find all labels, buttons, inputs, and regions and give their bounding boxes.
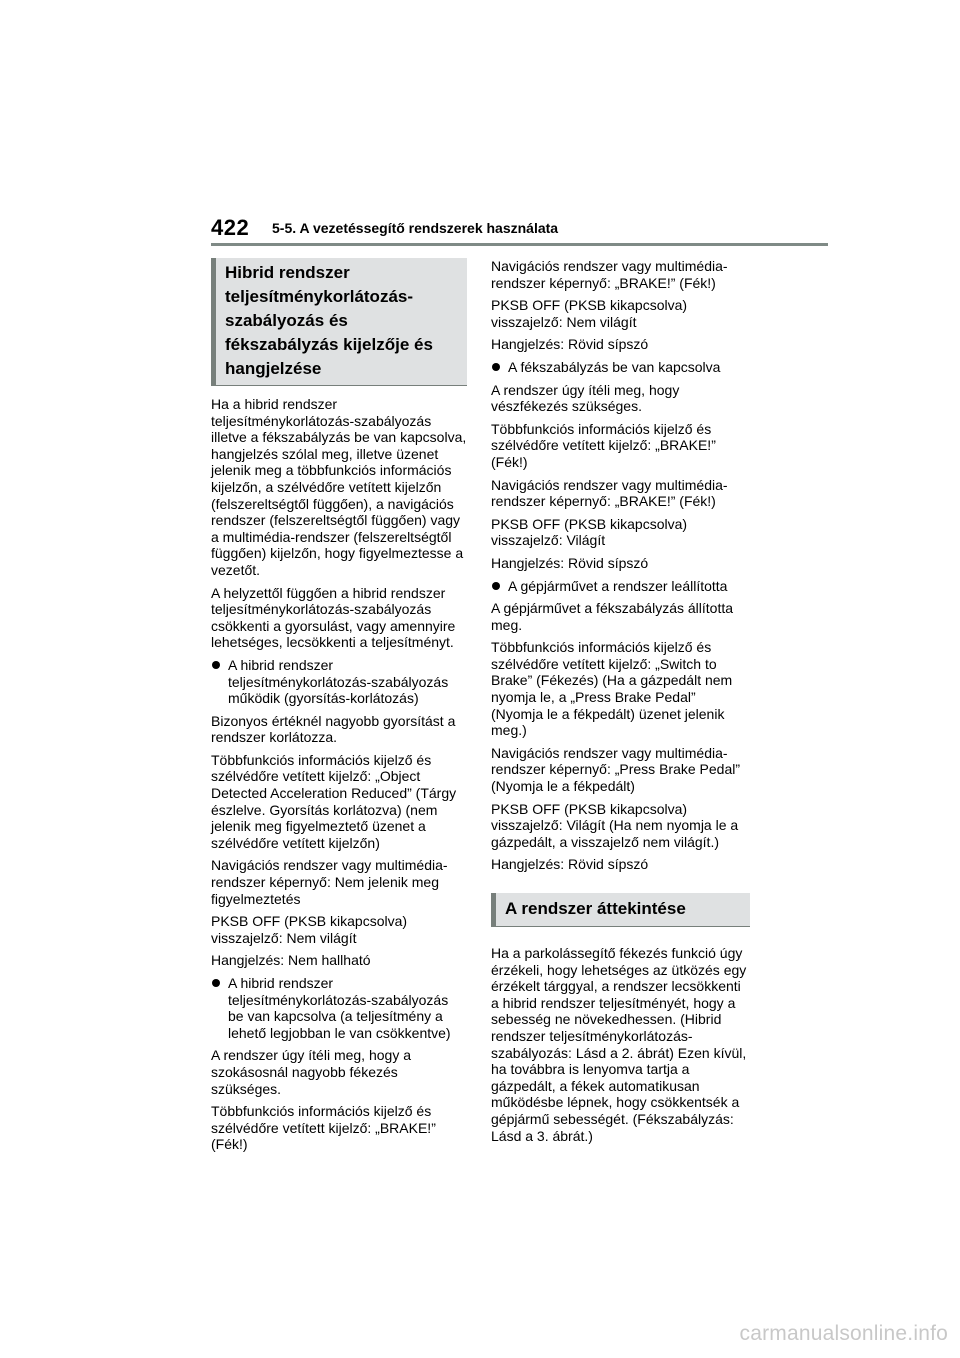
paragraph: Navigációs rendszer vagy multimédia-rendszer képernyő: „BRAKE!” (Fék!)	[491, 476, 728, 510]
paragraph: A gépjárművet a fékszabályzás állította meg.	[491, 600, 734, 633]
paragraph: A rendszer úgy ítéli meg, hogy a szokásosnál nagyobb fékezés szükséges.	[211, 1047, 411, 1097]
bullet-text: A hibrid rendszer teljesítménykorlátozás-szabályozás be van kapcsolva (a teljesítmény a lehető legjobban le van csökkentve)	[228, 975, 451, 1041]
paragraph: PKSB OFF (PKSB kikapcsolva) visszajelző: Világít	[491, 515, 688, 549]
section-heading-system-overview: A rendszer áttekintése	[491, 893, 750, 927]
paragraph: Navigációs rendszer vagy multimédia-rendszer képernyő: „BRAKE!” (Fék!)	[491, 258, 728, 291]
bullet-text: A fékszabályzás be van kapcsolva	[508, 358, 721, 375]
bullet-item	[211, 975, 467, 1041]
bullet-text: A gépjárművet a rendszer leállította	[508, 577, 728, 594]
paragraph: Navigációs rendszer vagy multimédia-rendszer képernyő: Nem jelenik meg figyelmeztetés	[211, 857, 448, 907]
paragraph: Többfunkciós információs kijelző és szélvédőre vetített kijelző: „Object Detected Acceleration Reduced” (Tárgy észlelve. Gyorsítás korlátozva) (nem jelenik meg figyelmeztető üzenet a szélvédőre vetített kijelzőn)	[211, 751, 457, 851]
paragraph: Hangjelzés: Nem hallható	[211, 952, 371, 969]
bullet-icon	[212, 979, 220, 987]
paragraph: Többfunkciós információs kijelző és szélvédőre vetített kijelző: „BRAKE!” (Fék!)	[211, 1103, 436, 1153]
right-column	[491, 258, 750, 1150]
bullet-icon	[212, 661, 220, 669]
section-title: 5-5. A vezetéssegítő rendszerek használata	[272, 220, 559, 236]
paragraph: Navigációs rendszer vagy multimédia-rendszer képernyő: „Press Brake Pedal” (Nyomja le a fékpedált)	[491, 744, 740, 795]
bullet-icon	[492, 582, 500, 590]
paragraph: PKSB OFF (PKSB kikapcsolva) visszajelző: Világít (Ha nem nyomja le a gázpedált, a visszajelző nem világít.)	[491, 800, 739, 850]
paragraph: Ha a parkolássegítő fékezés funkció úgy érzékeli, hogy lehetséges az ütközés egy érzékelt tárggyal, a rendszer lecsökkenti a hibrid rendszer teljesítményét, hogy a sebesség ne növekedhessen. (Hibrid rendszer teljesítménykorlátozás-szabályozás: Lásd a 2. ábrát) Ezen kívül, ha továbbra is lenyomva tartja a gázpedált, a fékek automatikusan működésbe lépnek, hogy csökkentsék a gépjármű sebességét. (Fékszabályzás: Lásd a 3. ábrát.)	[491, 945, 747, 1144]
bullet-item	[491, 359, 750, 376]
paragraph: A rendszer úgy ítéli meg, hogy vészfékezés szükséges.	[491, 381, 680, 415]
bullet-icon	[492, 363, 500, 371]
paragraph: Ha a hibrid rendszer teljesítménykorlátozás-szabályozás illetve a fékszabályzás be van kapcsolva, hangjelzés szólal meg, illetve üzenet jelenik meg a többfunkciós információs kijelzőn, a szélvédőre vetített kijelzőn (felszereltségtől függően), a navigációs rendszer (felszereltségtől függően) vagy a multimédia-rendszer (felszereltségtől függően) kijelzőn, hogy figyelmeztesse a vezetőt.	[211, 396, 467, 578]
left-column	[211, 258, 467, 1159]
bullet-item	[491, 578, 750, 595]
bullet-item	[211, 657, 467, 707]
paragraph: Hangjelzés: Rövid sípszó	[491, 554, 649, 571]
paragraph: A helyzettől függően a hibrid rendszer teljesítménykorlátozás-szabályozás csökkenti a gyorsulást, vagy amennyire lehetséges, lecsökkenti a teljesítményt.	[211, 584, 456, 651]
paragraph: Bizonyos értéknél nagyobb gyorsítást a rendszer korlátozza.	[211, 712, 456, 746]
page-number: 422	[211, 215, 250, 240]
paragraph: Hangjelzés: Rövid sípszó	[491, 856, 649, 873]
paragraph: Többfunkciós információs kijelző és szélvédőre vetített kijelző: „BRAKE!” (Fék!)	[491, 420, 716, 470]
header-divider	[211, 243, 828, 246]
paragraph: PKSB OFF (PKSB kikapcsolva) visszajelző: Nem világít	[211, 913, 408, 946]
paragraph: Többfunkciós információs kijelző és szélvédőre vetített kijelző: „Switch to Brake” (Fékezés) (Ha a gázpedált nem nyomja le, a „Press Brake Pedal” (Nyomja le a fékpedált) üzenet jelenik meg.)	[491, 639, 733, 739]
paragraph: PKSB OFF (PKSB kikapcsolva) visszajelző: Nem világít	[491, 297, 688, 330]
watermark: carmanualsonline.info	[739, 1322, 948, 1345]
section-heading-display-and-buzzer: Hibrid rendszer teljesítménykorlátozás-szabályozás és fékszabályzás kijelzője és hangjelzése	[211, 258, 467, 386]
bullet-text: A hibrid rendszer teljesítménykorlátozás-szabályozás működik (gyorsítás-korlátozás)	[228, 656, 449, 707]
paragraph: Hangjelzés: Rövid sípszó	[491, 336, 649, 353]
